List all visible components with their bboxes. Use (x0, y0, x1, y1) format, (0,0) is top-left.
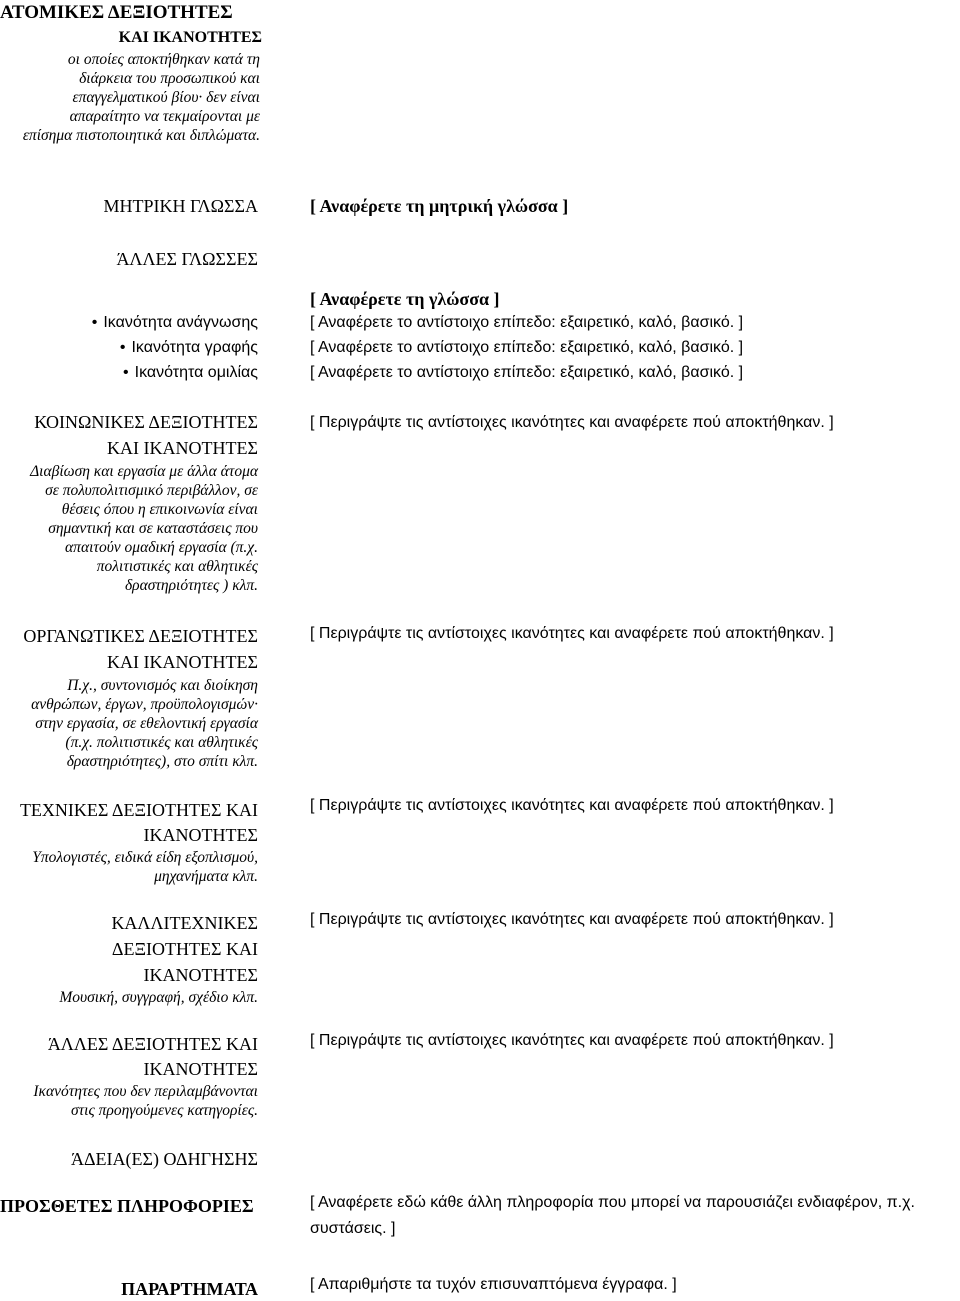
personal-skills-description: οι οποίες αποκτήθηκαν κατά τη διάρκεια του προσωπικού και επαγγελματικού βίου· δεν είναι απαραίτητο να τεκμαίρονται με επίσημα πιστοποιητικά και διπλώματα. (22, 51, 260, 144)
personal-skills-title-line1: ΑΤΟΜΙΚΕΣ ΔΕΞΙΟΤΗΤΕΣ (0, 2, 233, 23)
technical-skills-value: [ Περιγράψτε τις αντίστοιχες ικανότητες και αναφέρετε πού αποκτήθηκαν. ] (310, 797, 834, 814)
social-skills-description: Διαβίωση και εργασία με άλλα άτομα σε πολυπολιτισμικό περιβάλλον, σε θέσεις όπου η επικοινωνία είναι σημαντική και σε καταστάσεις που απαιτούν ομαδική εργασία (π.χ. πολιτιστικές και αθλητικές δραστηριότητες ) κλπ. (30, 463, 258, 594)
driving-licence-label: ΆΔΕΙΑ(ΕΣ) ΟΔΗΓΗΣΗΣ (70, 1149, 258, 1169)
social-skills-title-line2: ΚΑΙ ΙΚΑΝΟΤΗΤΕΣ (107, 438, 258, 458)
reading-skill-value: [ Αναφέρετε το αντίστοιχο επίπεδο: εξαιρετικό, καλό, βασικό. ] (310, 314, 744, 331)
artistic-skills-title-line2: ΔΕΞΙΟΤΗΤΕΣ ΚΑΙ (111, 939, 258, 959)
artistic-skills-value: [ Περιγράψτε τις αντίστοιχες ικανότητες και αναφέρετε πού αποκτήθηκαν. ] (310, 911, 834, 928)
additional-info-value: [ Αναφέρετε εδώ κάθε άλλη πληροφορία που μπορεί να παρουσιάζει ενδιαφέρον, π.χ. συστάσεις. ] (310, 1194, 915, 1237)
writing-skill-label: • Ικανότητα γραφής (0, 335, 258, 361)
speaking-skill-value: [ Αναφέρετε το αντίστοιχο επίπεδο: εξαιρετικό, καλό, βασικό. ] (310, 364, 744, 381)
language-value: [ Αναφέρετε τη γλώσσα ] (310, 289, 500, 309)
speaking-skill-label: • Ικανότητα ομιλίας (0, 360, 258, 386)
artistic-skills-title-line3: ΙΚΑΝΟΤΗΤΕΣ (143, 965, 258, 985)
artistic-skills-title-line1: ΚΑΛΛΙΤΕΧΝΙΚΕΣ (111, 913, 258, 933)
social-skills-value: [ Περιγράψτε τις αντίστοιχες ικανότητες και αναφέρετε πού αποκτήθηκαν. ] (310, 414, 834, 431)
reading-skill-label: • Ικανότητα ανάγνωσης (0, 310, 258, 336)
artistic-skills-description: Μουσική, συγγραφή, σχέδιο κλπ. (59, 989, 258, 1006)
organisational-skills-title-line1: ΟΡΓΑΝΩΤΙΚΕΣ ΔΕΞΙΟΤΗΤΕΣ (23, 626, 258, 646)
organisational-skills-description: Π.χ., συντονισμός και διοίκηση ανθρώπων, έργων, προϋπολογισμών· στην εργασία, σε εθελοντική εργασία (π.χ. πολιτιστικές και αθλητικές δραστηριότητες), στο σπίτι κλπ. (31, 677, 258, 770)
writing-skill-value: [ Αναφέρετε το αντίστοιχο επίπεδο: εξαιρετικό, καλό, βασικό. ] (310, 339, 744, 356)
other-skills-value: [ Περιγράψτε τις αντίστοιχες ικανότητες και αναφέρετε πού αποκτήθηκαν. ] (310, 1032, 834, 1049)
personal-skills-heading (0, 0, 262, 50)
technical-skills-description: Υπολογιστές, ειδικά είδη εξοπλισμού, μηχανήματα κλπ. (32, 849, 258, 885)
technical-skills-title-line1: ΤΕΧΝΙΚΕΣ ΔΕΞΙΟΤΗΤΕΣ ΚΑΙ (19, 800, 258, 820)
other-skills-description: Ικανότητες που δεν περιλαμβάνονται στις προηγούμενες κατηγορίες. (33, 1083, 258, 1119)
mother-tongue-label: ΜΗΤΡΙΚΗ ΓΛΩΣΣΑ (103, 196, 258, 216)
organisational-skills-value: [ Περιγράψτε τις αντίστοιχες ικανότητες και αναφέρετε πού αποκτήθηκαν. ] (310, 625, 834, 642)
annexes-value: [ Απαριθμήστε τα τυχόν επισυναπτόμενα έγγραφα. ] (310, 1276, 677, 1293)
other-skills-title-line1: ΆΛΛΕΣ ΔΕΞΙΟΤΗΤΕΣ ΚΑΙ (47, 1034, 258, 1054)
other-languages-label: ΆΛΛΕΣ ΓΛΩΣΣΕΣ (116, 249, 258, 269)
social-skills-title-line1: ΚΟΙΝΩΝΙΚΕΣ ΔΕΞΙΟΤΗΤΕΣ (34, 412, 258, 432)
personal-skills-title-line2: ΚΑΙ ΙΚΑΝΟΤΗΤΕΣ (118, 29, 262, 46)
additional-info-label: ΠΡΟΣΘΕΤΕΣ ΠΛΗΡΟΦΟΡΙΕΣ (0, 1196, 254, 1216)
organisational-skills-title-line2: ΚΑΙ ΙΚΑΝΟΤΗΤΕΣ (107, 652, 258, 672)
other-skills-title-line2: ΙΚΑΝΟΤΗΤΕΣ (143, 1059, 258, 1079)
annexes-label: ΠΑΡΑΡΤΗΜΑΤΑ (121, 1279, 258, 1299)
mother-tongue-value: [ Αναφέρετε τη μητρική γλώσσα ] (310, 196, 569, 216)
technical-skills-title-line2: ΙΚΑΝΟΤΗΤΕΣ (143, 825, 258, 845)
